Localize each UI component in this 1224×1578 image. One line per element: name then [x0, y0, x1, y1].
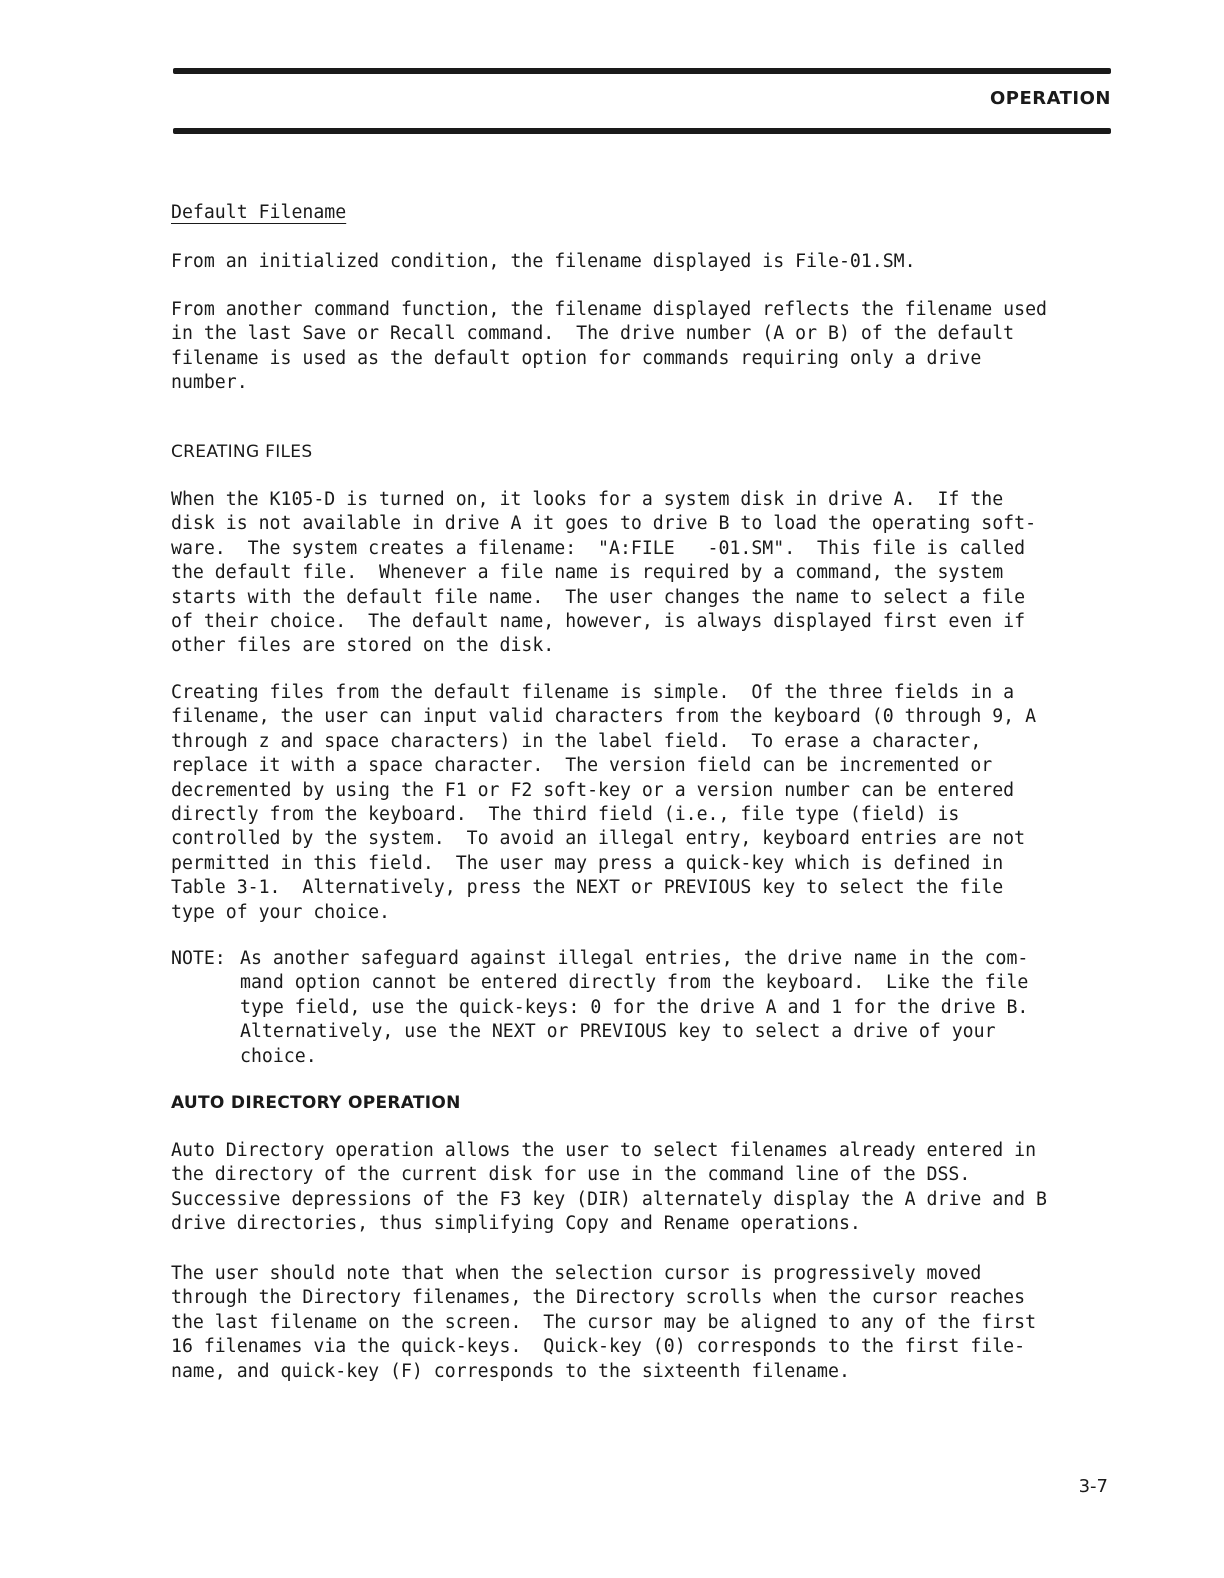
auto-directory-paragraph-2: The user should note that when the selection cursor is progressively moved through the Directory filenames, the Directory scrolls when the cursor reaches the last filename on the screen. The cursor may be aligned to any of the first 16 filenames via the quick-keys. Quick-key (0) corresponds to the first file- name, and quick-key (F) corresponds to the sixteenth filename.: [171, 1263, 1037, 1382]
auto-directory-heading: AUTO DIRECTORY OPERATION: [171, 1093, 461, 1113]
page-number: 3-7: [1078, 1476, 1108, 1497]
note-text: As another safeguard against illegal entries, the drive name in the com- mand option cannot be entered directly from the keyboard. Like the file type field, use the quick-keys: 0 for the drive A and 1 for the drive B. Alternatively, use the NEXT or PREVIOUS key to select a drive of your choice.: [240, 948, 1029, 1067]
default-filename-heading: Default Filename: [171, 202, 347, 223]
auto-directory-paragraph-1: Auto Directory operation allows the user to select filenames already entered in the directory of the current disk for use in the command line of the DSS. Successive depressions of the F3 key (DIR) alternately display the A drive and B drive directories, thus simplifying Copy and Rename operations.: [171, 1140, 1047, 1235]
default-filename-paragraph-1: From an initialized condition, the filename displayed is File-01.SM.: [171, 251, 916, 272]
creating-files-paragraph-2: Creating files from the default filename is simple. Of the three fields in a filename, the user can input valid characters from the keyboard (0 through 9, A through z and space characters) in the label field. To erase a character, replace it with a space character. The version field can be incremented or decremented by using the F1 or F2 soft-key or a version number can be entered directly from the keyboard. The third field (i.e., file type (field) is controlled by the system. To avoid an illegal entry, keyboard entries are not permitted in this field. The user may press a quick-key which is defined in Table 3-1. Alternatively, press the NEXT or PREVIOUS key to select the file type of your choice.: [171, 682, 1037, 923]
note-label: NOTE:: [171, 948, 226, 969]
header-top-rule: [173, 68, 1111, 74]
creating-files-heading: CREATING FILES: [171, 442, 313, 462]
creating-files-paragraph-1: When the K105-D is turned on, it looks for a system disk in drive A. If the disk is not available in drive A it goes to drive B to load the operating soft- ware. The system creates a filename: "A:FILE -01.SM". This file is called the default file. Whenever a file name is required by a command, the system starts with the default file name. The user changes the name to select a file of their choice. The default name, however, is always displayed first even if other files are stored on the disk.: [171, 489, 1037, 657]
header-bottom-rule: [173, 128, 1111, 134]
running-header-title: OPERATION: [989, 88, 1111, 109]
default-filename-paragraph-2: From another command function, the filename displayed reflects the filename used in the last Save or Recall command. The drive number (A or B) of the default filename is used as the default option for commands requiring only a drive number.: [171, 299, 1047, 394]
